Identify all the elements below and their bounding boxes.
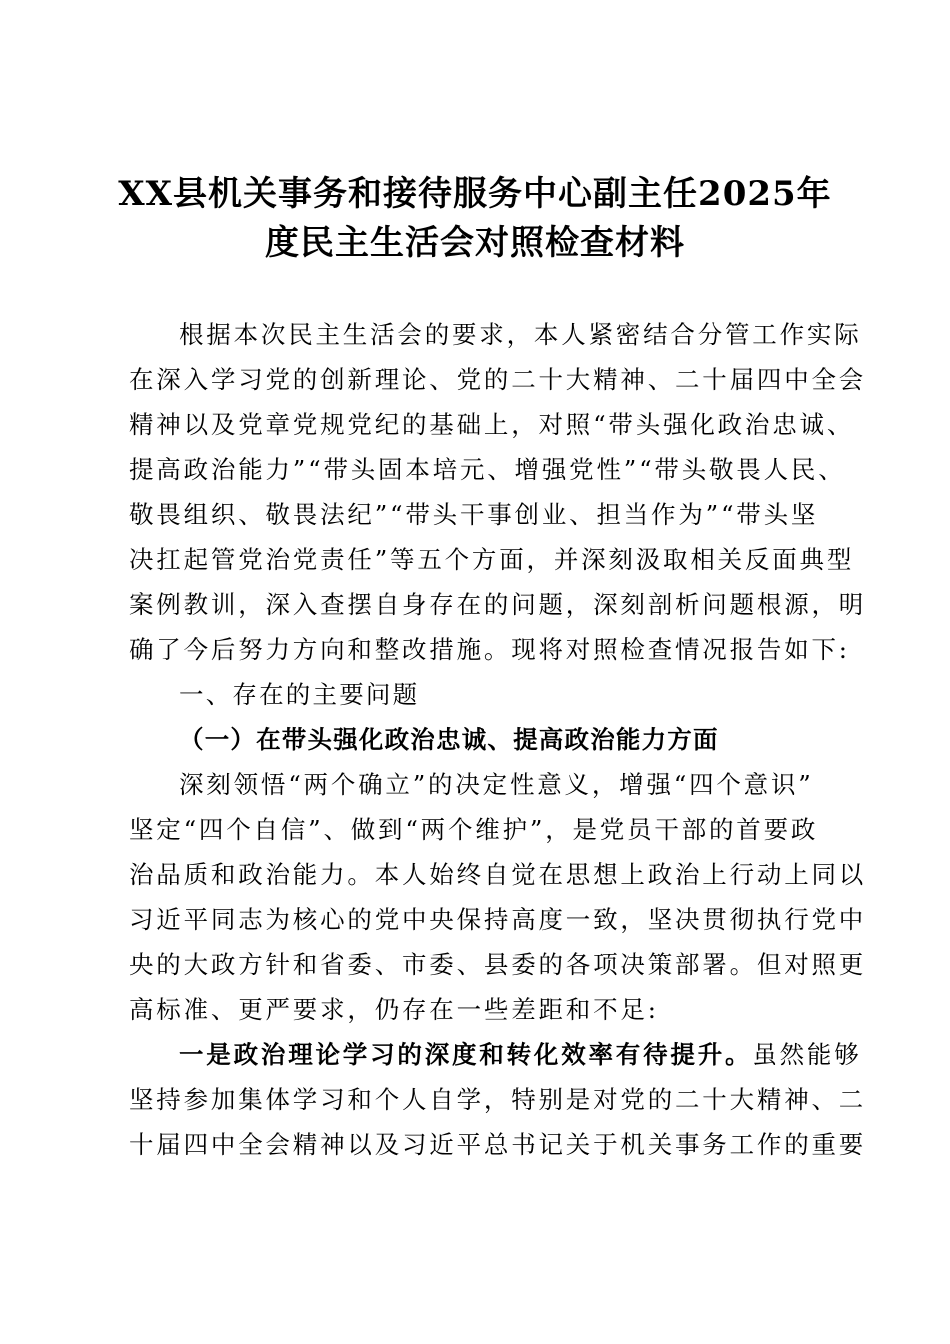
- section-heading: 一、存在的主要问题: [179, 680, 420, 709]
- subsection-heading: （一）在带头强化政治忠诚、提高政治能力方面: [179, 725, 719, 754]
- paragraph-line: 决扛起管党治党责任”等五个方面，并深刻汲取相关反面典型: [129, 545, 855, 574]
- paragraph-line: 案例教训，深入查摆自身存在的问题，深刻剖析问题根源，明: [129, 590, 867, 619]
- paragraph-line: 提高政治能力”“带头固本培元、增强党性”“带头敬畏人民、: [129, 455, 846, 484]
- title-line: 度民主生活会对照检查材料: [265, 223, 685, 263]
- paragraph-line: 习近平同志为核心的党中央保持高度一致，坚决贯彻执行党中: [129, 905, 867, 934]
- paragraph-line: 精神以及党章党规党纪的基础上，对照“带头强化政治忠诚、: [129, 410, 855, 439]
- point-one-lead: 一是政治理论学习的深度和转化效率有待提升。: [179, 1040, 753, 1069]
- paragraph-line: 根据本次民主生活会的要求，本人紧密结合分管工作实际: [179, 320, 862, 349]
- paragraph-line: 十届四中全会精神以及习近平总书记关于机关事务工作的重要: [129, 1130, 867, 1159]
- document-body: [129, 312, 867, 1167]
- paragraph-line: 高标准、更严要求，仍存在一些差距和不足:: [129, 995, 659, 1024]
- title-line: XX县机关事务和接待服务中心副主任2025年: [118, 174, 832, 214]
- document-title: [100, 170, 850, 268]
- paragraph-line: 在深入学习党的创新理论、党的二十大精神、二十届四中全会: [129, 365, 867, 394]
- point-one-first-rest: 虽然能够: [752, 1040, 862, 1069]
- paragraph-line: 央的大政方针和省委、市委、县委的各项决策部署。但对照更: [129, 950, 867, 979]
- point-one-first-line: [129, 1032, 862, 1077]
- paragraph-line: 确了今后努力方向和整改措施。现将对照检查情况报告如下:: [129, 635, 850, 664]
- paragraph-line: 治品质和政治能力。本人始终自觉在思想上政治上行动上同以: [129, 860, 867, 889]
- paragraph-line: 坚定“四个自信”、做到“两个维护”，是党员干部的首要政: [129, 815, 819, 844]
- paragraph-line: 深刻领悟“两个确立”的决定性意义，增强“四个意识”: [179, 770, 814, 799]
- paragraph-line: 坚持参加集体学习和个人自学，特别是对党的二十大精神、二: [129, 1085, 867, 1114]
- paragraph-line: 敬畏组织、敬畏法纪”“带头干事创业、担当作为”“带头坚: [129, 500, 819, 529]
